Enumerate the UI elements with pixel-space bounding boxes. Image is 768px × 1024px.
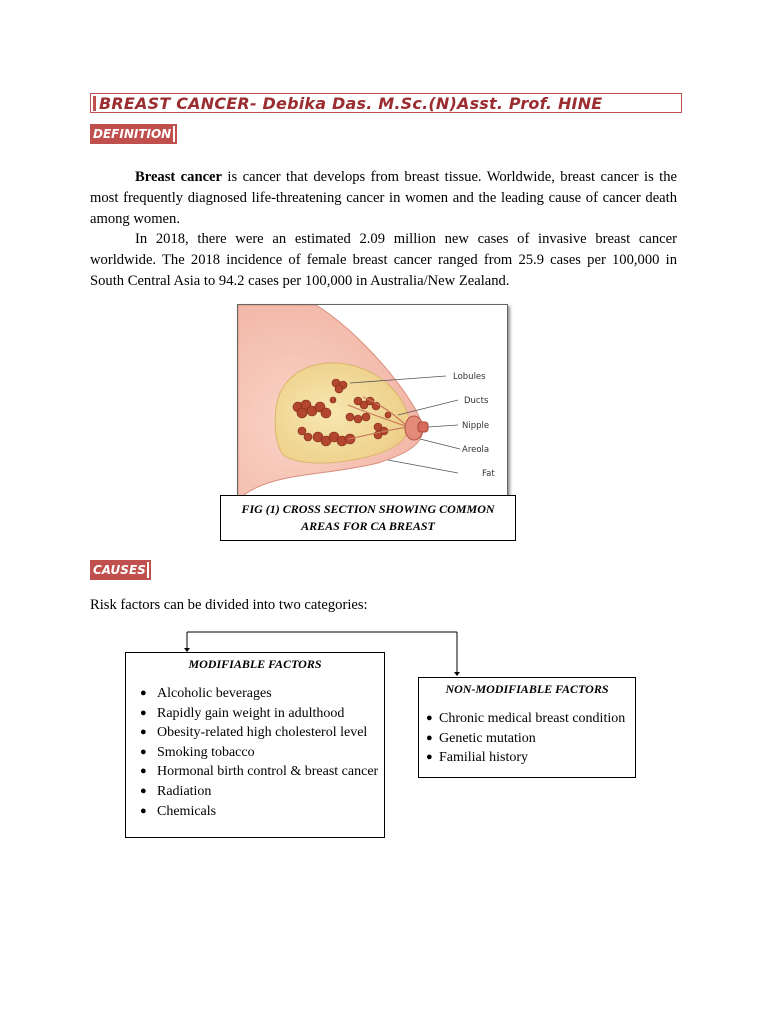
modifiable-factors-heading: MODIFIABLE FACTORS: [188, 657, 322, 671]
list-item: ● Smoking tobacco: [140, 744, 255, 760]
document-title: BREAST CANCER- Debika Das. M.Sc.(N)Asst. Prof. HINE: [99, 94, 603, 113]
section-heading-causes: [90, 560, 151, 580]
non-modifiable-factors-heading: NON-MODIFIABLE FACTORS: [445, 682, 609, 696]
definition-paragraph-1: [90, 167, 677, 229]
list-item: ● Alcoholic beverages: [140, 686, 272, 701]
section-heading-definition-label: DEFINITION: [93, 127, 172, 141]
definition-paragraph-2-text: In 2018, there were an estimated 2.09 million new cases of invasive breast cancer worldwide. The 2018 incidence of female breast cancer ranged from 25.9 cases per 100,000 in South Central Asia to 94.2 cases per 100,000 in Australia/New Zealand.: [90, 231, 677, 289]
label-nipple: Nipple: [462, 421, 490, 431]
list-item-text: Familial history: [439, 750, 529, 766]
title-accent-bar: [93, 96, 96, 111]
non-modifiable-factors-box: [418, 677, 636, 778]
list-item-text: Rapidly gain weight in adulthood: [157, 705, 345, 721]
breast-anatomy-illustration: [238, 305, 508, 499]
list-item: ● Obesity-related high cholesterol level: [140, 725, 368, 741]
figure-caption: [220, 495, 516, 541]
definition-paragraph-1-text: is cancer that develops from breast tissue. Worldwide, breast cancer is the most frequently diagnosed life-threatening cancer in women and the leading cause of cancer death among women.: [90, 169, 677, 227]
definition-bold-lead: Breast cancer: [135, 169, 222, 185]
text-cursor: [173, 126, 175, 142]
list-item: ● Radiation: [140, 783, 212, 799]
risk-factors-intro: Risk factors can be divided into two categories:: [90, 597, 368, 613]
list-item-text: Alcoholic beverages: [157, 686, 272, 701]
text-cursor: [147, 562, 149, 578]
list-item-text: Chemicals: [157, 803, 217, 819]
list-item: ● Chemicals: [140, 803, 217, 819]
list-item: ● Genetic mutation: [426, 730, 536, 746]
breast-cross-section-figure: [237, 304, 508, 499]
list-item-text: Chronic medical breast condition: [439, 711, 626, 726]
non-modifiable-factors-list: [419, 709, 635, 768]
section-heading-definition: [90, 124, 177, 144]
label-fat: Fat: [482, 469, 495, 479]
list-item-text: Radiation: [157, 783, 212, 799]
list-item-text: Smoking tobacco: [157, 744, 255, 760]
modifiable-factors-list: [126, 684, 384, 821]
modifiable-factors-box: [125, 652, 385, 838]
label-ducts: Ducts: [464, 396, 489, 406]
list-item: ● Chronic medical breast condition: [426, 711, 626, 726]
list-item: ● Rapidly gain weight in adulthood: [140, 705, 345, 721]
document-title-box: [90, 93, 682, 113]
section-heading-causes-label: CAUSES: [93, 563, 146, 577]
list-item-text: Genetic mutation: [439, 730, 536, 746]
list-item: ● Familial history: [426, 750, 529, 766]
definition-paragraph-2: [90, 229, 677, 291]
list-item: ● Hormonal birth control & breast cancer: [140, 764, 379, 780]
list-item-text: Obesity-related high cholesterol level: [157, 725, 368, 741]
label-lobules: Lobules: [453, 372, 486, 382]
list-item-text: Hormonal birth control & breast cancer: [157, 764, 379, 780]
figure-caption-text: FIG (1) CROSS SECTION SHOWING COMMON AREAS FOR CA BREAST: [241, 502, 495, 533]
label-areola: Areola: [462, 445, 490, 455]
